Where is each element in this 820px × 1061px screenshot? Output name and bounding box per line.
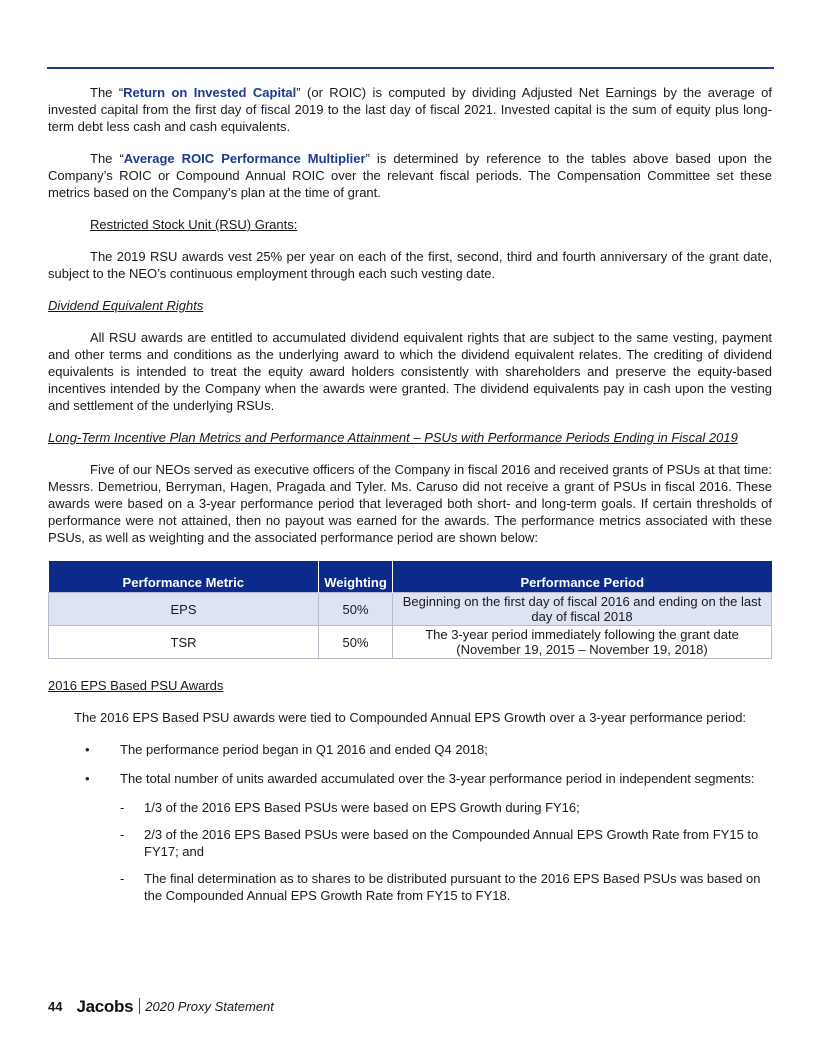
dash-icon: - (120, 800, 125, 815)
list-item (48, 799, 772, 816)
dash-icon: - (120, 827, 125, 842)
list-item (48, 826, 772, 860)
footer-divider (139, 998, 140, 1014)
eps-dash-list (48, 799, 772, 904)
ltip-heading: Long-Term Incentive Plan Metrics and Performance Attainment – PSUs with Performance Periods Ending in Fiscal 2019 (48, 430, 738, 445)
eps-intro: The 2016 EPS Based PSU awards were tied to Compounded Annual EPS Growth over a 3-year performance period: (74, 710, 747, 725)
cell-weighting: 50% (319, 626, 393, 659)
dash-icon: - (120, 871, 125, 886)
list-item (48, 741, 772, 758)
rsu-heading: Restricted Stock Unit (RSU) Grants: (90, 217, 298, 232)
bullet-icon: • (85, 771, 90, 786)
dash-text: The final determination as to shares to be distributed pursuant to the 2016 EPS Based PSUs was based on the Compounded Annual EPS Growth Rate from FY15 to FY18. (144, 871, 761, 903)
page-content (48, 84, 772, 916)
avg-roic-pre: The “ (90, 151, 124, 166)
eps-bullets (48, 741, 772, 787)
ltip-paragraph: Five of our NEOs served as executive officers of the Company in fiscal 2016 and received grants of PSUs at that time: Messrs. Demetriou, Berryman, Hagen, Pragada and Tyler. Ms. Caruso did not receive a grant of PSUs in fiscal 2016. These awards were based on a 3-year performance period that leveraged both short- and long-term goals. If certain thresholds of performance were not attained, then no payout was earned for the awards. The performance metrics associated with these PSUs, as well as weighting and the associated performance period are shown below: (48, 462, 772, 545)
roic-post: ” (or ROIC) is computed by dividing Adjusted Net Earnings by the average of invested capital from the first day of fiscal 2019 to the last day of fiscal 2021. Invested capital is the sum of equity plus long-term debt less cash and cash equivalents. (48, 85, 773, 134)
footer-title: 2020 Proxy Statement (145, 998, 274, 1014)
rsu-vest-paragraph: The 2019 RSU awards vest 25% per year on each of the first, second, third and fourth anniversary of the grant date, subject to the NEO’s continuous employment through each such vesting date. (48, 249, 772, 281)
header-metric: Performance Metric (49, 561, 319, 593)
cell-metric: EPS (49, 593, 319, 626)
top-rule (47, 67, 774, 69)
cell-period: Beginning on the first day of fiscal 2016 and ending on the last day of fiscal 2018 (393, 593, 772, 626)
eps-heading: 2016 EPS Based PSU Awards (48, 678, 224, 693)
cell-period: The 3-year period immediately following the grant date (November 19, 2015 – November 19, 2018) (393, 626, 772, 659)
dash-text: 1/3 of the 2016 EPS Based PSUs were based on EPS Growth during FY16; (144, 800, 580, 815)
table-header-row (49, 561, 772, 593)
dividend-heading: Dividend Equivalent Rights (48, 298, 204, 313)
list-item (48, 870, 772, 904)
roic-pre: The “ (90, 85, 124, 100)
header-period: Performance Period (393, 561, 772, 593)
page-footer (48, 996, 274, 1016)
jacobs-logo: Jacobs (76, 996, 134, 1016)
avg-roic-term: Average ROIC Performance Multiplier (123, 151, 366, 166)
table-row (49, 593, 772, 626)
bullet-text: The performance period began in Q1 2016 and ended Q4 2018; (120, 742, 488, 757)
table-row (49, 626, 772, 659)
avg-roic-paragraph (48, 150, 772, 201)
cell-weighting: 50% (319, 593, 393, 626)
dash-text: 2/3 of the 2016 EPS Based PSUs were based on the Compounded Annual EPS Growth Rate from FY15 to FY17; and (144, 827, 759, 859)
page-number: 44 (48, 998, 63, 1014)
bullet-text: The total number of units awarded accumulated over the 3-year performance period in independent segments: (120, 771, 755, 786)
header-weighting: Weighting (319, 561, 393, 593)
dividend-paragraph: All RSU awards are entitled to accumulated dividend equivalent rights that are subject to the same vesting, payment and other terms and conditions as the underlying award to which the dividend equivalent relates. The crediting of dividend equivalents is intended to treat the equity award holders consistently with shareholders and preserve the equity-based incentives intended by the Company when the awards were granted. The dividend equivalents pay in cash upon the vesting and settlement of the underlying RSUs. (48, 330, 772, 413)
list-item (48, 770, 772, 787)
bullet-icon: • (85, 742, 90, 757)
performance-table (48, 561, 772, 659)
cell-metric: TSR (49, 626, 319, 659)
roic-paragraph (48, 84, 772, 135)
avg-roic-post: ” is determined by reference to the tables above based upon the Company’s ROIC or Compound Annual ROIC over the relevant fiscal periods. The Compensation Committee set these metrics based on the Company’s plan at the time of grant. (48, 151, 772, 200)
roic-term: Return on Invested Capital (123, 85, 297, 100)
